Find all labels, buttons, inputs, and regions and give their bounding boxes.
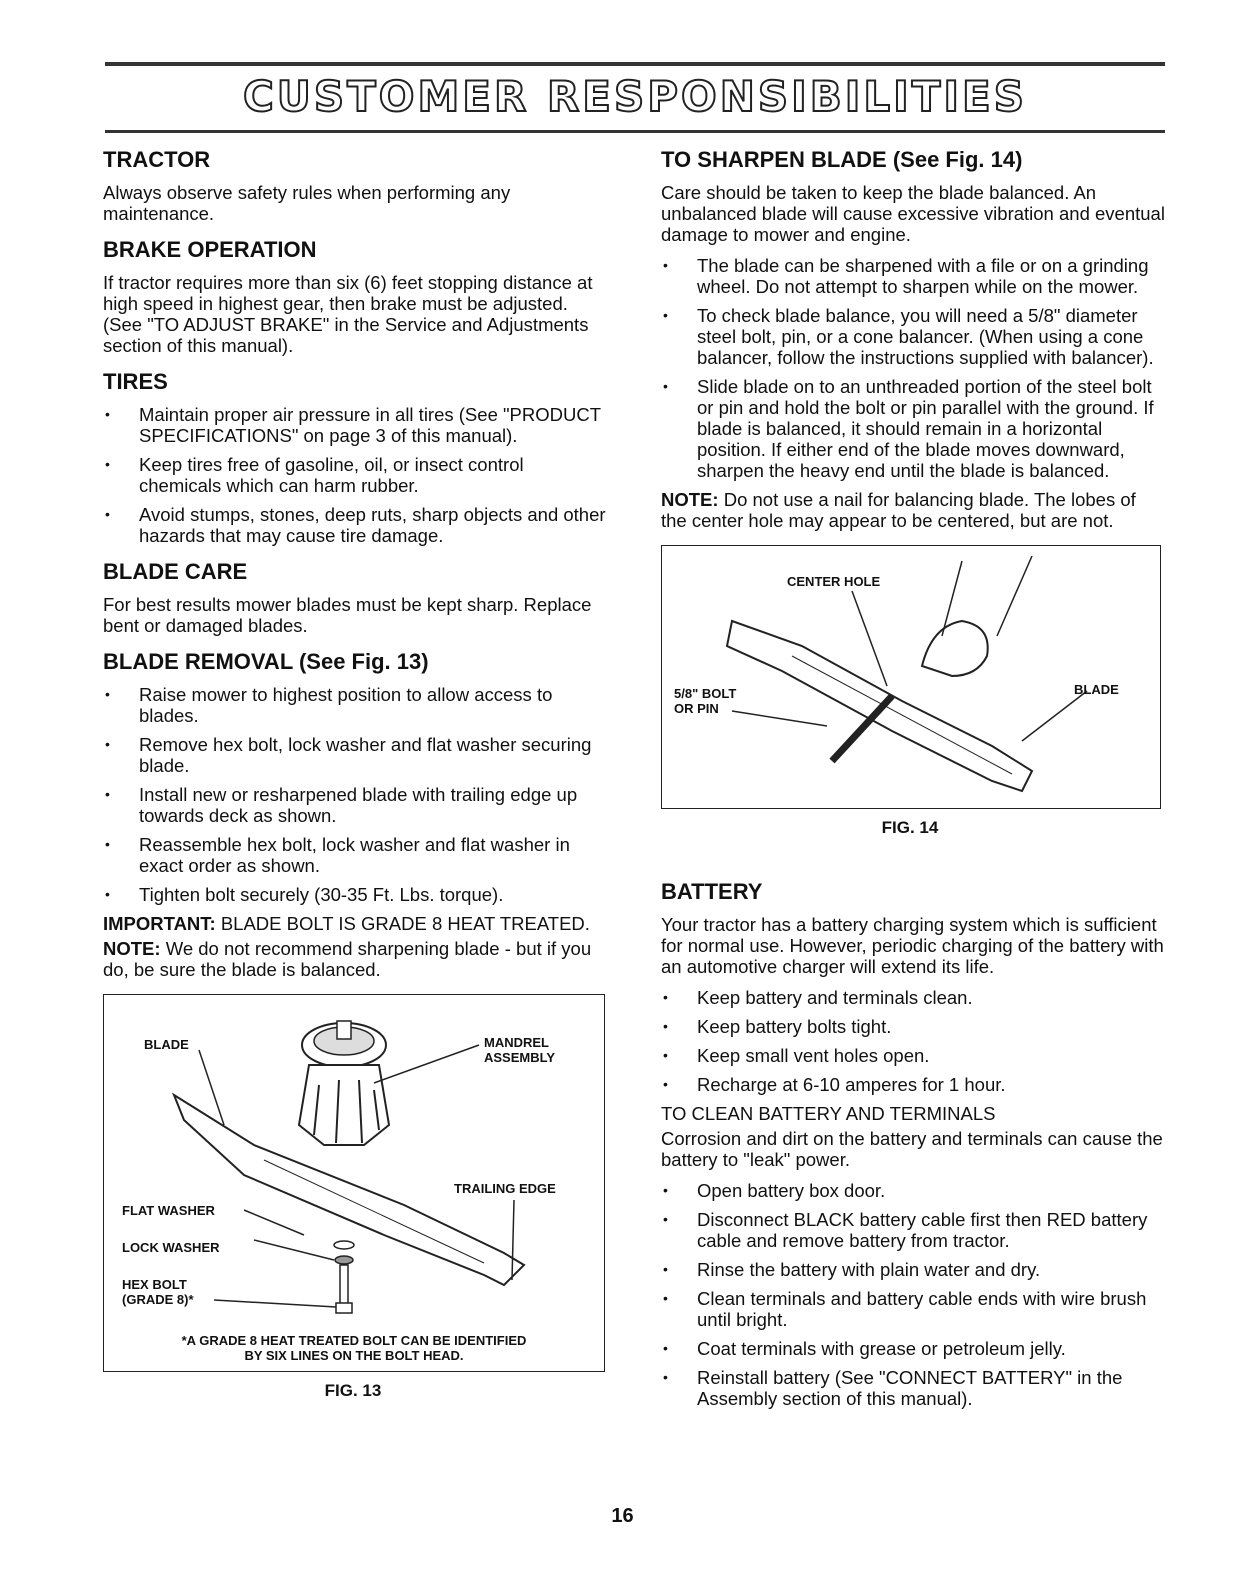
tires-heading: TIRES — [103, 369, 168, 394]
top-rule — [105, 62, 1165, 66]
note-text: We do not recommend sharpening blade - but if you do, be sure the blade is balanced. — [103, 938, 592, 980]
blade-care-section — [103, 560, 608, 636]
important-text: BLADE BOLT IS GRADE 8 HEAT TREATED. — [220, 913, 590, 934]
blade-care-text: For best results mower blades must be kept sharp. Replace bent or damaged blades. — [103, 594, 592, 636]
left-column — [103, 148, 608, 1401]
battery-text: Your tractor has a battery charging system which is sufficient for normal use. However, periodic charging of the battery with an automotive charger will extend its life. — [661, 914, 1164, 977]
fig14-center-hole-label: CENTER HOLE — [787, 574, 881, 589]
page-title: CUSTOMER RESPONSIBILITIES — [242, 72, 1028, 121]
list-item: • Install new or resharpened blade with trailing edge up towards deck as shown. — [103, 784, 608, 826]
sharpen-list — [661, 255, 1166, 481]
list-item: • Maintain proper air pressure in all tires (See "PRODUCT SPECIFICATIONS" on page 3 of this manual). — [103, 404, 608, 446]
note-label: NOTE: — [661, 489, 719, 510]
brake-section — [103, 238, 608, 356]
clean-text: Corrosion and dirt on the battery and terminals can cause the battery to "leak" power. — [661, 1128, 1163, 1170]
list-item: • The blade can be sharpened with a file or on a grinding wheel. Do not attempt to sharpen while on the mower. — [661, 255, 1166, 297]
list-item: • Coat terminals with grease or petroleum jelly. — [661, 1338, 1166, 1359]
sharpen-heading: TO SHARPEN BLADE (See Fig. 14) — [661, 147, 1023, 172]
title-underline — [105, 130, 1165, 133]
important-label: IMPORTANT: — [103, 913, 216, 934]
battery-list — [661, 987, 1166, 1095]
sharpen-text: Care should be taken to keep the blade balanced. An unbalanced blade will cause excessive vibration and eventual damage to mower and engine. — [661, 182, 1165, 245]
tires-section — [103, 370, 608, 546]
fig13-blade-label: BLADE — [144, 1037, 189, 1052]
list-item: • Recharge at 6-10 amperes for 1 hour. — [661, 1074, 1166, 1095]
clean-heading: TO CLEAN BATTERY AND TERMINALS — [661, 1103, 996, 1124]
fig13-lock-washer-label: LOCK WASHER — [122, 1240, 220, 1255]
fig13-footnote: *A GRADE 8 HEAT TREATED BOLT CAN BE IDENTIFIED BY SIX LINES ON THE BOLT HEAD. — [181, 1333, 527, 1363]
brake-heading: BRAKE OPERATION — [103, 237, 317, 262]
list-item: • Keep battery and terminals clean. — [661, 987, 1166, 1008]
list-item: • To check blade balance, you will need a 5/8" diameter steel bolt, pin, or a cone balancer. (When using a cone balancer, follow the instructions supplied with balancer). — [661, 305, 1166, 368]
list-item: • Tighten bolt securely (30-35 Ft. Lbs. torque). — [103, 884, 608, 905]
list-item: • Disconnect BLACK battery cable first then RED battery cable and remove battery from tractor. — [661, 1209, 1166, 1251]
blade-removal-list — [103, 684, 608, 905]
fig13-mandrel-label: MANDREL ASSEMBLY — [484, 1035, 556, 1065]
brake-text: If tractor requires more than six (6) feet stopping distance at high speed in highest gear, then brake must be adjusted. (See "TO ADJUST BRAKE" in the Service and Adjustments section of this manual). — [103, 272, 593, 356]
tractor-section — [103, 148, 608, 224]
fig14-bolt-label: 5/8" BOLT OR PIN — [674, 686, 737, 716]
fig13-trailing-edge-label: TRAILING EDGE — [454, 1181, 556, 1196]
right-column — [661, 148, 1166, 1423]
figure-14 — [661, 545, 1161, 809]
list-item: • Slide blade on to an unthreaded portion of the steel bolt or pin and hold the bolt or pin parallel with the ground. If blade is balanced, it should remain in a horizontal position. If either end of the blade moves downward, sharpen the heavy end until the blade is balanced. — [661, 376, 1166, 481]
fig14-caption: FIG. 14 — [881, 818, 939, 837]
list-item: • Rinse the battery with plain water and dry. — [661, 1259, 1166, 1280]
note-text: Do not use a nail for balancing blade. The lobes of the center hole may appear to be centered, but are not. — [661, 489, 1136, 531]
list-item: • Keep small vent holes open. — [661, 1045, 1166, 1066]
list-item: • Reassemble hex bolt, lock washer and flat washer in exact order as shown. — [103, 834, 608, 876]
tractor-text: Always observe safety rules when performing any maintenance. — [103, 182, 511, 224]
blade-balance-illustration — [662, 546, 1160, 808]
blade-removal-section — [103, 650, 608, 980]
list-item: • Keep tires free of gasoline, oil, or insect control chemicals which can harm rubber. — [103, 454, 608, 496]
battery-heading: BATTERY — [661, 879, 763, 904]
tractor-heading: TRACTOR — [103, 147, 211, 172]
fig13-hex-bolt-label: HEX BOLT (GRADE 8)* — [122, 1277, 194, 1307]
list-item: • Raise mower to highest position to allow access to blades. — [103, 684, 608, 726]
list-item: • Reinstall battery (See "CONNECT BATTERY" in the Assembly section of this manual). — [661, 1367, 1166, 1409]
blade-care-heading: BLADE CARE — [103, 559, 248, 584]
figure-13 — [103, 994, 605, 1372]
fig14-blade-label: BLADE — [1074, 682, 1119, 697]
fig13-flat-washer-label: FLAT WASHER — [122, 1203, 215, 1218]
list-item: • Clean terminals and battery cable ends with wire brush until bright. — [661, 1288, 1166, 1330]
important-note — [103, 913, 608, 934]
list-item: • Keep battery bolts tight. — [661, 1016, 1166, 1037]
sharpen-note — [661, 489, 1166, 531]
list-item: • Open battery box door. — [661, 1180, 1166, 1201]
list-item: • Remove hex bolt, lock washer and flat washer securing blade. — [103, 734, 608, 776]
battery-section — [661, 880, 1166, 1409]
list-item: • Avoid stumps, stones, deep ruts, sharp objects and other hazards that may cause tire damage. — [103, 504, 608, 546]
blade-removal-heading: BLADE REMOVAL (See Fig. 13) — [103, 649, 429, 674]
removal-note — [103, 938, 608, 980]
fig13-caption: FIG. 13 — [324, 1381, 382, 1400]
page-number: 16 — [611, 1505, 634, 1527]
sharpen-section — [661, 148, 1166, 531]
clean-list — [661, 1180, 1166, 1409]
note-label: NOTE: — [103, 938, 161, 959]
tires-list — [103, 404, 608, 546]
